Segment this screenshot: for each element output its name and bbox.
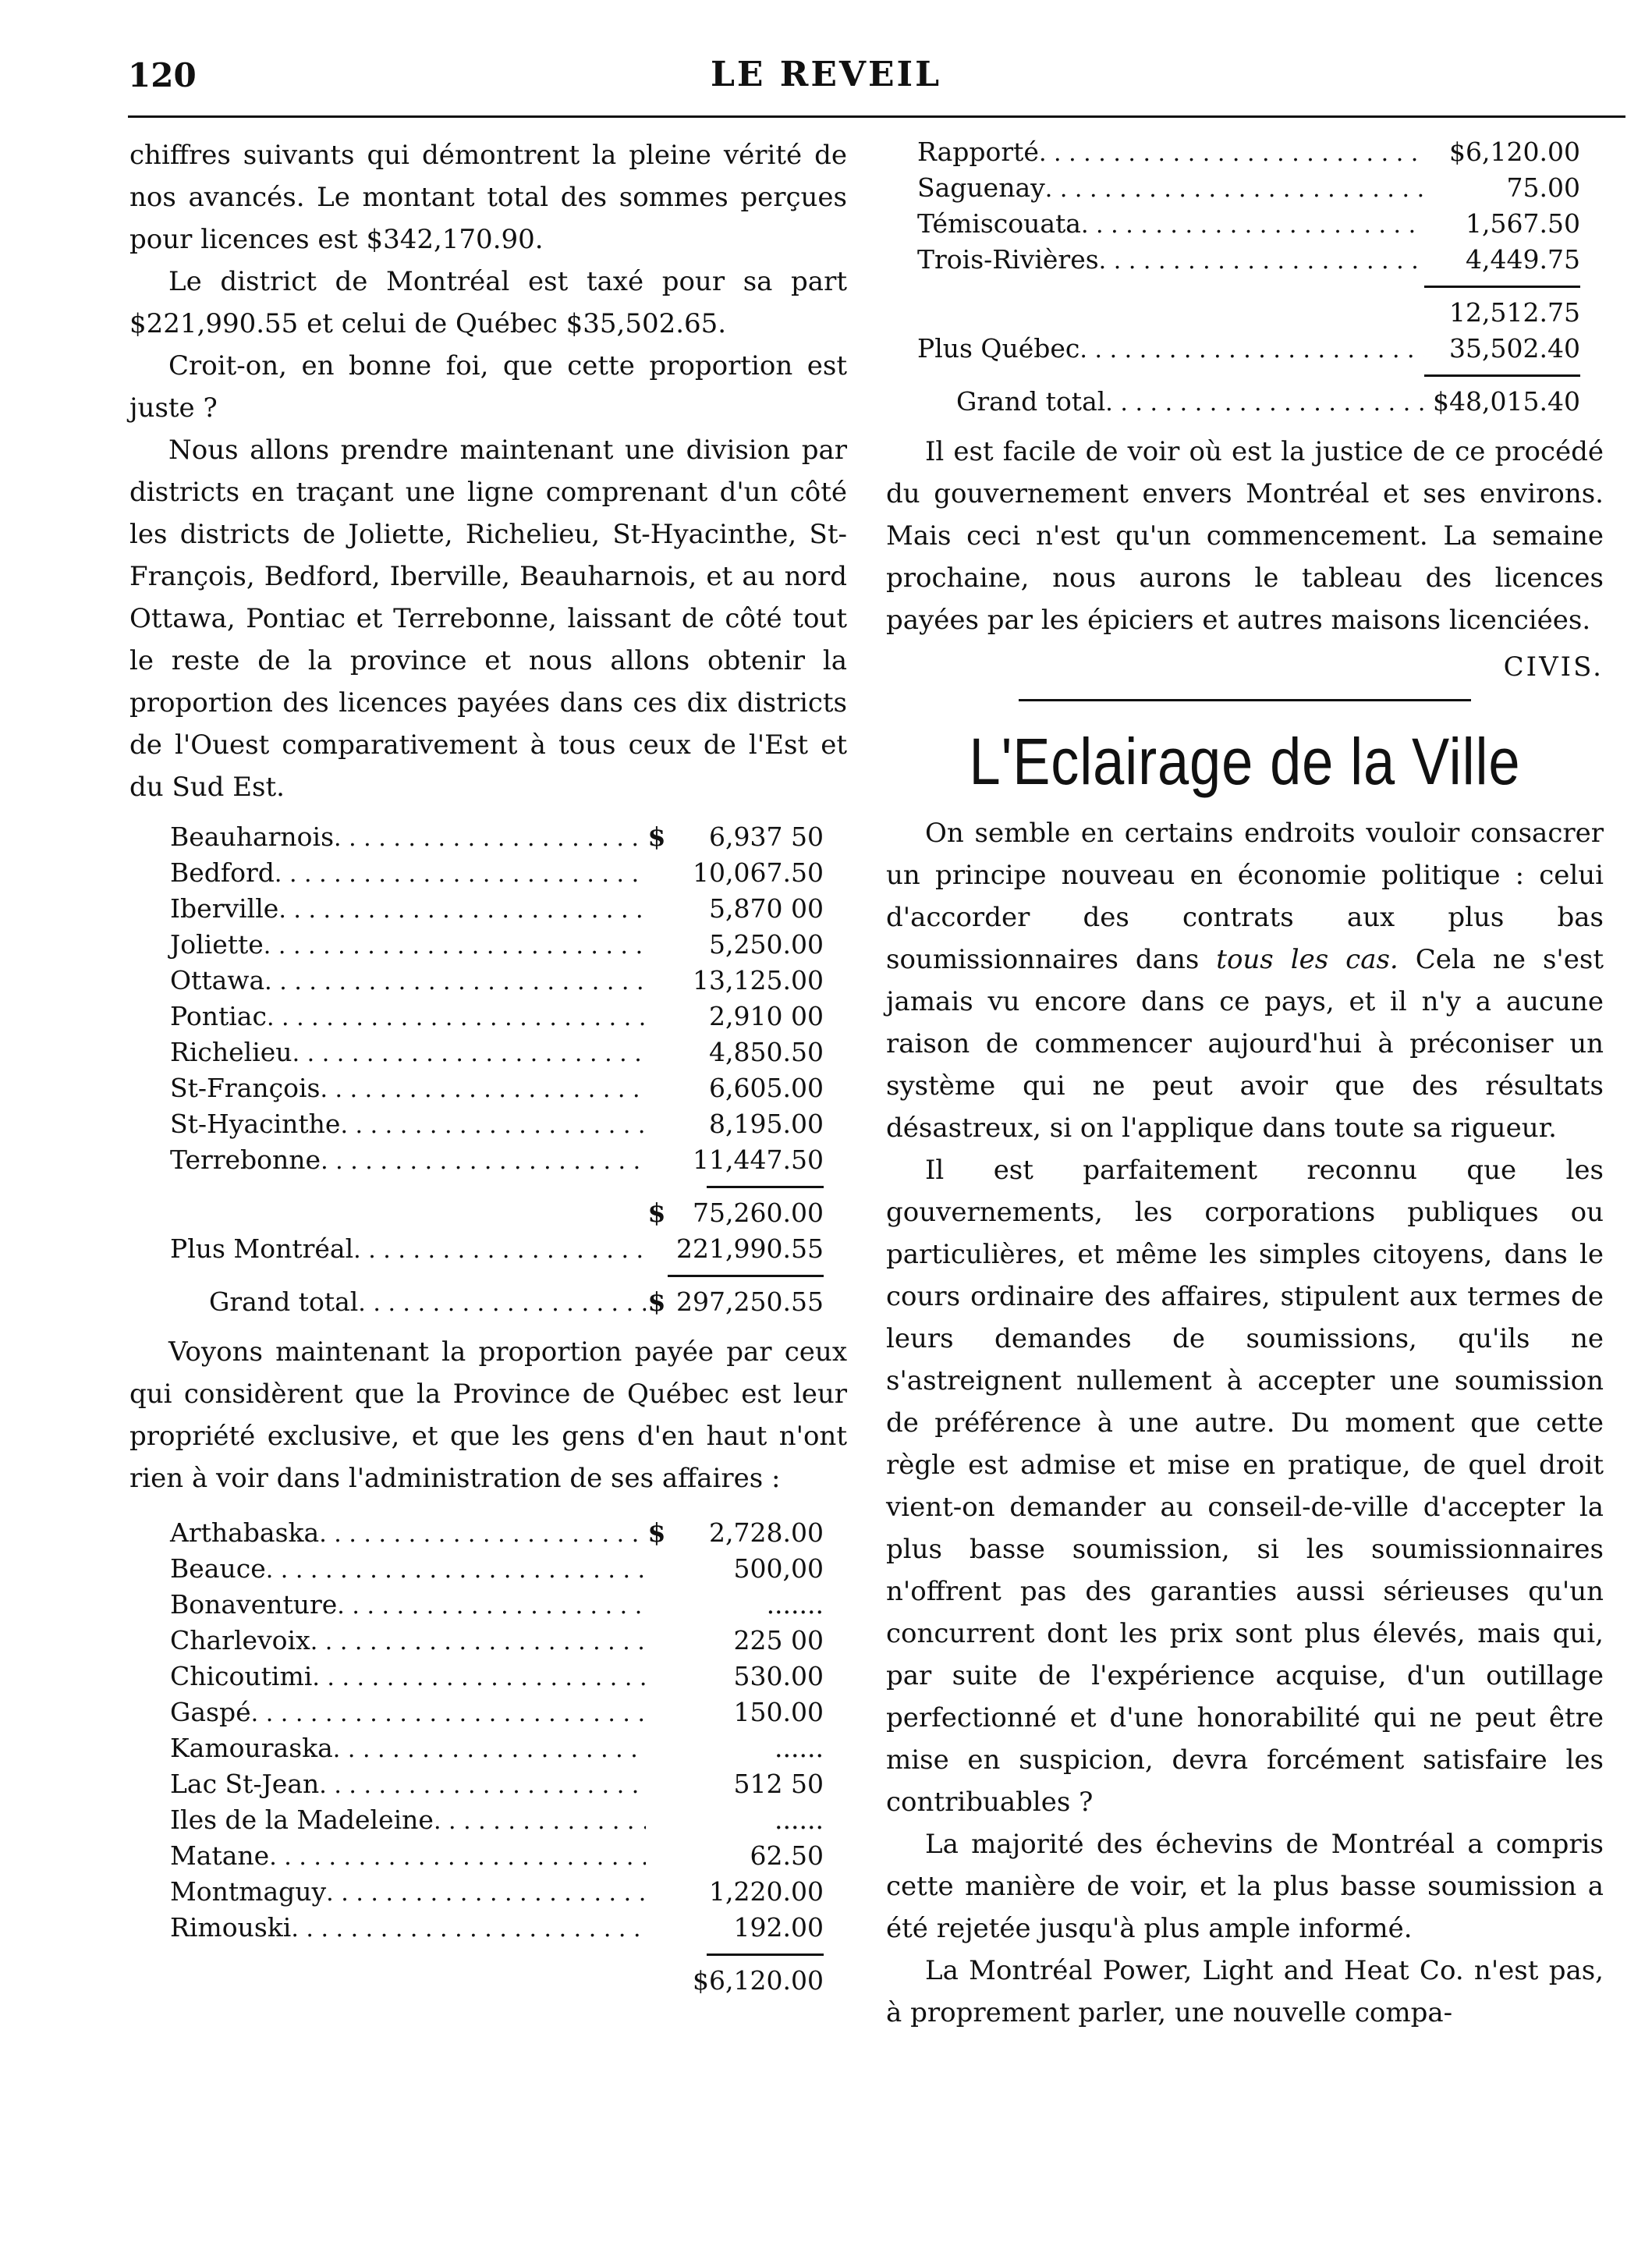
district-name: Témiscouata: [917, 208, 1081, 239]
currency-sign: $: [647, 1198, 666, 1228]
district-amount: 1,220.00: [709, 1876, 824, 1907]
paragraph: La Montréal Power, Light and Heat Co. n'est pas, à proprement parler, une nouvelle compa-: [886, 1955, 1604, 2028]
emphasis: tous les cas.: [1216, 944, 1399, 975]
table-rule: [917, 367, 1580, 384]
district-amount: 1,567.50: [1466, 208, 1580, 239]
district-name: Iberville: [170, 893, 279, 924]
paragraph: chiffres suivants qui démontrent la pleine vérité de nos avancés. Le montant total des sommes perçues pour licences est $342,170.90.: [129, 140, 847, 255]
district-name: Richelieu: [170, 1037, 292, 1067]
table-row: [917, 206, 1580, 242]
paragraph: Croit-on, en bonne foi, que cette proportion est juste ?: [129, 350, 847, 424]
table-rule: [170, 1946, 824, 1963]
article-title: L'Eclairage de la Ville: [969, 725, 1521, 798]
paragraph: Il est facile de voir où est la justice de ce procédé du gouvernement envers Montréal et ses environs. Mais ceci n'est qu'un commencement. La semaine prochaine, nous aurons le tableau des licences payées par les épiciers et autres maisons licenciées.: [886, 436, 1604, 636]
table-row: [170, 855, 824, 891]
grand-total-row: [170, 1284, 824, 1320]
table-row: [917, 134, 1580, 170]
district-amount: 5,250.00: [709, 929, 824, 960]
left-column: [129, 134, 847, 1999]
district-amount: 4,850.50: [709, 1037, 824, 1067]
paragraph: Voyons maintenant la proportion payée par ceux qui considèrent que la Province de Québec est leur propriété exclusive, et que les gens d'en haut n'ont rien à voir dans l'administration de ses affaires :: [129, 1336, 847, 1494]
grand-total-amount: 297,250.55: [676, 1286, 824, 1317]
running-head: LE REVEIL: [710, 55, 942, 94]
paragraph: On semble en certains endroits vouloir consacrer un principe nouveau en économie politique : celui d'accorder des contrats aux plus bas soumissionnaires dans tous les cas. Cela ne s'est jamais vu encore dans ce pays, et il n'y a aucune raison de commencer aujourd'hui à préconiser un système qui ne peut avoir que des résultats désastreux, si on l'applique dans toute sa rigueur.: [886, 818, 1604, 1144]
district-amount: $6,120.00: [1449, 137, 1580, 167]
district-name: Joliette: [170, 929, 264, 960]
subtotal-row: [170, 1195, 824, 1231]
district-amount: ......: [775, 1804, 824, 1835]
plus-row: [170, 1231, 824, 1267]
table-row: [170, 1515, 824, 1551]
table-row: [170, 1694, 824, 1730]
district-amount: 2,910 00: [709, 1001, 824, 1031]
table-row: [170, 1874, 824, 1910]
right-column: [886, 134, 1604, 2034]
grand-total-amount: $48,015.40: [1433, 386, 1580, 417]
table-row: [170, 1623, 824, 1659]
district-name: Pontiac: [170, 1001, 267, 1031]
west-districts-table: [170, 819, 824, 1320]
district-amount: 75.00: [1506, 172, 1580, 203]
paragraph: Le district de Montréal est taxé pour sa part $221,990.55 et celui de Québec $35,502.65.: [129, 266, 847, 339]
district-amount: 10,067.50: [693, 857, 824, 888]
district-amount: 6,605.00: [709, 1073, 824, 1103]
total-row: [170, 1963, 824, 1999]
district-amount: 192.00: [733, 1912, 824, 1943]
plus-label: Plus Québec: [917, 333, 1080, 364]
plus-label: Plus Montréal: [170, 1233, 354, 1264]
district-name: Kamouraska: [170, 1733, 333, 1763]
district-amount: 150.00: [733, 1697, 824, 1727]
district-name: Bonaventure: [170, 1589, 338, 1620]
subtotal-amount: 12,512.75: [1449, 297, 1580, 328]
district-name: Lac St-Jean: [170, 1769, 320, 1799]
signature: CIVIS.: [1503, 651, 1604, 683]
district-name: Chicoutimi: [170, 1661, 313, 1691]
currency-sign: $: [647, 821, 666, 852]
table-row: [170, 1766, 824, 1802]
grand-total-row: [917, 384, 1580, 420]
plus-amount: 35,502.40: [1449, 333, 1580, 364]
table-row: [170, 1587, 824, 1623]
table-rule: [170, 1267, 824, 1284]
district-name: Rapporté: [917, 137, 1039, 167]
district-amount: 2,728.00: [709, 1517, 824, 1548]
table-row: [170, 1802, 824, 1838]
district-amount: 512 50: [733, 1769, 824, 1799]
district-amount: 11,447.50: [693, 1144, 824, 1175]
district-amount: 62.50: [750, 1840, 824, 1871]
table-row: [170, 999, 824, 1034]
paragraph: Il est parfaitement reconnu que les gouvernements, les corporations publiques ou particulières, et même les simples citoyens, dans le cours ordinaire des affaires, stipulent aux termes de leurs demandes de soumissions, qu'ils ne s'astreignent nullement à accepter une soumission de préférence à une autre. Du moment que cette règle est admise et mise en pratique, de quel droit vient-on demander au conseil-de-ville d'accepter la plus basse soumission, si les soumissionnaires n'offrent pas des garanties aussi sérieuses qu'un concurrent dont les prix sont plus élevés, mais qui, par suite de l'expérience acquise, d'un outillage perfectionné et d'une honorabilité qui ne peut être mise en suspicion, devra forcément satisfaire les contribuables ?: [886, 1155, 1604, 1818]
table-row: [917, 242, 1580, 278]
district-name: St-François: [170, 1073, 321, 1103]
table-row: [170, 1106, 824, 1142]
table-row: [170, 1034, 824, 1070]
table-row: [170, 891, 824, 927]
district-name: Bedford: [170, 857, 275, 888]
plus-row: [917, 331, 1580, 367]
table-row: [170, 1659, 824, 1694]
paragraph: Nous allons prendre maintenant une division par districts en traçant une ligne comprenant d'un côté les districts de Joliette, Richelieu, St-Hyacinthe, St-François, Bedford, Iberville, Beauharnois, et au nord Ottawa, Pontiac et Terrebonne, laissant de côté tout le reste de la province et nous allons obtenir la proportion des licences payées dans ces dix districts de l'Ouest comparativement à tous ceux de l'Est et du Sud Est.: [129, 435, 847, 803]
district-amount: 225 00: [733, 1625, 824, 1655]
district-name: Iles de la Madeleine: [170, 1804, 434, 1835]
district-name: St-Hyacinthe: [170, 1109, 341, 1139]
subtotal-row: [917, 295, 1580, 331]
grand-total-label: Grand total: [209, 1286, 359, 1317]
section-divider: [1019, 699, 1471, 701]
table-row: [170, 1142, 824, 1178]
table-row: [917, 170, 1580, 206]
east-districts-table-continued: [917, 134, 1580, 420]
district-name: Ottawa: [170, 965, 265, 995]
district-name: Gaspé: [170, 1697, 251, 1727]
paragraph: La majorité des échevins de Montréal a compris cette manière de voir, et la plus basse soumission a été rejetée jusqu'à plus ample informé.: [886, 1829, 1604, 1944]
district-amount: 13,125.00: [693, 965, 824, 995]
district-name: Beauce: [170, 1553, 266, 1584]
table-row: [170, 1551, 824, 1587]
currency-sign: $: [647, 1286, 666, 1317]
district-name: Charlevoix: [170, 1625, 310, 1655]
plus-amount: 221,990.55: [676, 1233, 824, 1264]
district-amount: 6,937 50: [709, 821, 824, 852]
table-row: [170, 1730, 824, 1766]
table-row: [170, 1910, 824, 1946]
district-amount: 4,449.75: [1466, 244, 1580, 275]
table-row: [170, 1070, 824, 1106]
district-name: Arthabaska: [170, 1517, 320, 1548]
district-name: Saguenay: [917, 172, 1045, 203]
district-amount: 5,870 00: [709, 893, 824, 924]
subtotal-amount: 75,260.00: [693, 1198, 824, 1228]
district-name: Matane: [170, 1840, 270, 1871]
total-amount: $6,120.00: [693, 1965, 824, 1996]
table-row: [170, 819, 824, 855]
header-rule: [128, 115, 1625, 118]
table-row: [170, 927, 824, 963]
district-name: Trois-Rivières: [917, 244, 1099, 275]
district-amount: 530.00: [733, 1661, 824, 1691]
page-number: 120: [128, 56, 197, 94]
table-row: [170, 1838, 824, 1874]
district-amount: 8,195.00: [709, 1109, 824, 1139]
table-rule: [917, 278, 1580, 295]
district-amount: .......: [766, 1589, 824, 1620]
grand-total-label: Grand total: [956, 386, 1106, 417]
district-name: Beauharnois: [170, 821, 335, 852]
district-name: Rimouski: [170, 1912, 292, 1943]
currency-sign: $: [647, 1517, 666, 1548]
east-districts-table: [170, 1515, 824, 1999]
district-amount: ......: [775, 1733, 824, 1763]
district-name: Montmaguy: [170, 1876, 327, 1907]
district-amount: 500,00: [733, 1553, 824, 1584]
district-name: Terrebonne: [170, 1144, 321, 1175]
table-rule: [170, 1178, 824, 1195]
table-row: [170, 963, 824, 999]
